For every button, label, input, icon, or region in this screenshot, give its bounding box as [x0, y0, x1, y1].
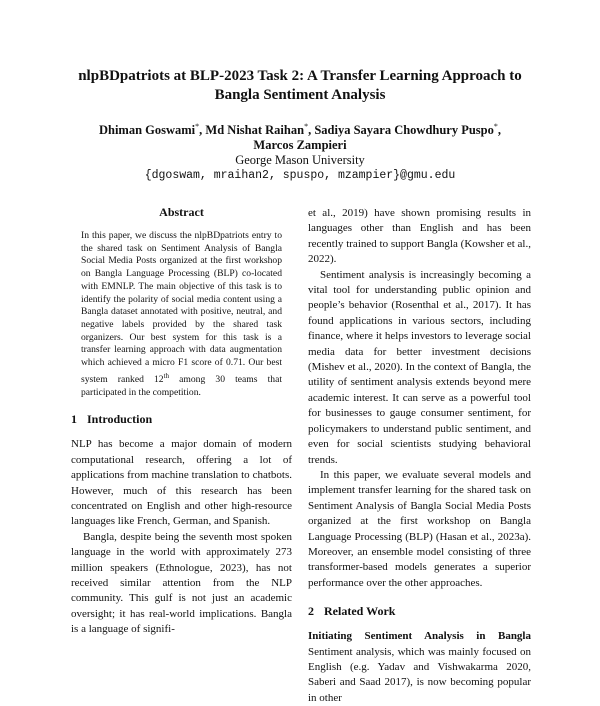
equal-contribution-mark: * [493, 122, 498, 131]
author-name: Md Nishat Raihan [205, 123, 305, 138]
author-names: Dhiman Goswami*, Md Nishat Raihan*, Sadiya Sayara Chowdhury Puspo*, Marcos Zampieri [98, 122, 502, 153]
author-block [60, 119, 540, 183]
author-name: Dhiman Goswami [98, 123, 196, 138]
rank-ordinal: th [163, 371, 170, 380]
section-title: Introduction [87, 412, 153, 427]
equal-contribution-mark: * [195, 122, 200, 131]
section-heading-introduction [71, 412, 292, 427]
abstract-body-end: among 30 teams that participated in the competition. [81, 373, 282, 398]
right-column [308, 206, 531, 706]
paragraph: Bangla, despite being the seventh most spoken language in the world with approximately 273 million speakers (Ethnologue, 2023), has not received similar attention from the NLP community. This gulf is not just an academic oversight; it has real-world implications. Bangla is a language of signifi- [71, 530, 292, 636]
paragraph: NLP has become a major domain of modern computational research, offering a lot of applications from machine translation to chatbots. However, much of this research has been concentrated on English and other high-resource languages like French, German, and Spanish. [71, 438, 292, 528]
abstract-body: In this paper, we discuss the nlpBDpatriots entry to the shared task on Sentiment Analysis of Bangla Social Media Posts organized at the first workshop on Bangla Language Processing (BLP) co-located with EMNLP. The main objective of this task is to identify the polarity of social media content using a Bangla dataset annotated with positive, neutral, and negative labels provided by the shared task organizers. Our best system for this task is a transfer learning approach with data augmentation which achieved a micro F1 score of 0.71. Our best system ranked 12 [81, 230, 282, 385]
author-emails: {dgoswam, mraihan2, spuspo, mzampier}@gmu.edu [144, 169, 456, 183]
paragraph: In this paper, we evaluate several models and implement transfer learning for the shared task on Sentiment Analysis of Bangla Social Media Posts organized at the first workshop on Bangla Language Processing (BLP) (Hasan et al., 2023a). Moreover, an ensemble model consisting of three transformer-based models generates a superior performance over the other approaches. [308, 468, 531, 589]
author-name: Sadiya Sayara Chowdhury Puspo [314, 123, 494, 138]
abstract-heading: Abstract [159, 205, 204, 219]
paragraph-runin-heading: Initiating Sentiment Analysis in Bangla [308, 630, 531, 643]
section-number: 2 [308, 604, 314, 619]
section-title: Related Work [324, 604, 396, 619]
paragraph: et al., 2019) have shown promising results in languages other than English and has been recently trained to support Bangla (Kowsher et al., 2022). [308, 207, 531, 266]
section-heading-related-work [308, 604, 531, 619]
affiliation: George Mason University [235, 153, 365, 168]
paragraph [308, 629, 531, 706]
abstract-text [81, 230, 282, 399]
equal-contribution-mark: * [304, 122, 309, 131]
paragraph-text: Sentiment analysis, which was mainly focused on English (e.g. Yadav and Vishwakarma 2020, Saberi and Saad 2017), is now becoming popular in other [308, 645, 531, 704]
section-number: 1 [71, 412, 77, 427]
left-column [71, 205, 292, 638]
author-name: Marcos Zampieri [253, 138, 347, 153]
paper-title: nlpBDpatriots at BLP-2023 Task 2: A Transfer Learning Approach to Bangla Sentiment Analysis [78, 68, 522, 103]
paragraph: Sentiment analysis is increasingly becoming a vital tool for understanding public opinion and people’s behavior (Rosenthal et al., 2017). It has found applications in various sectors, including finance, where it helps investors to leverage social media data for better investment decisions (Mishev et al., 2020). In the context of Bangla, the utility of sentiment analysis extends beyond mere academic interest. It can serve as a powerful tool for businesses to gauge consumer sentiment, for policymakers to understand public sentiment, and even for social scientists studying behavioral trends. [308, 268, 531, 466]
